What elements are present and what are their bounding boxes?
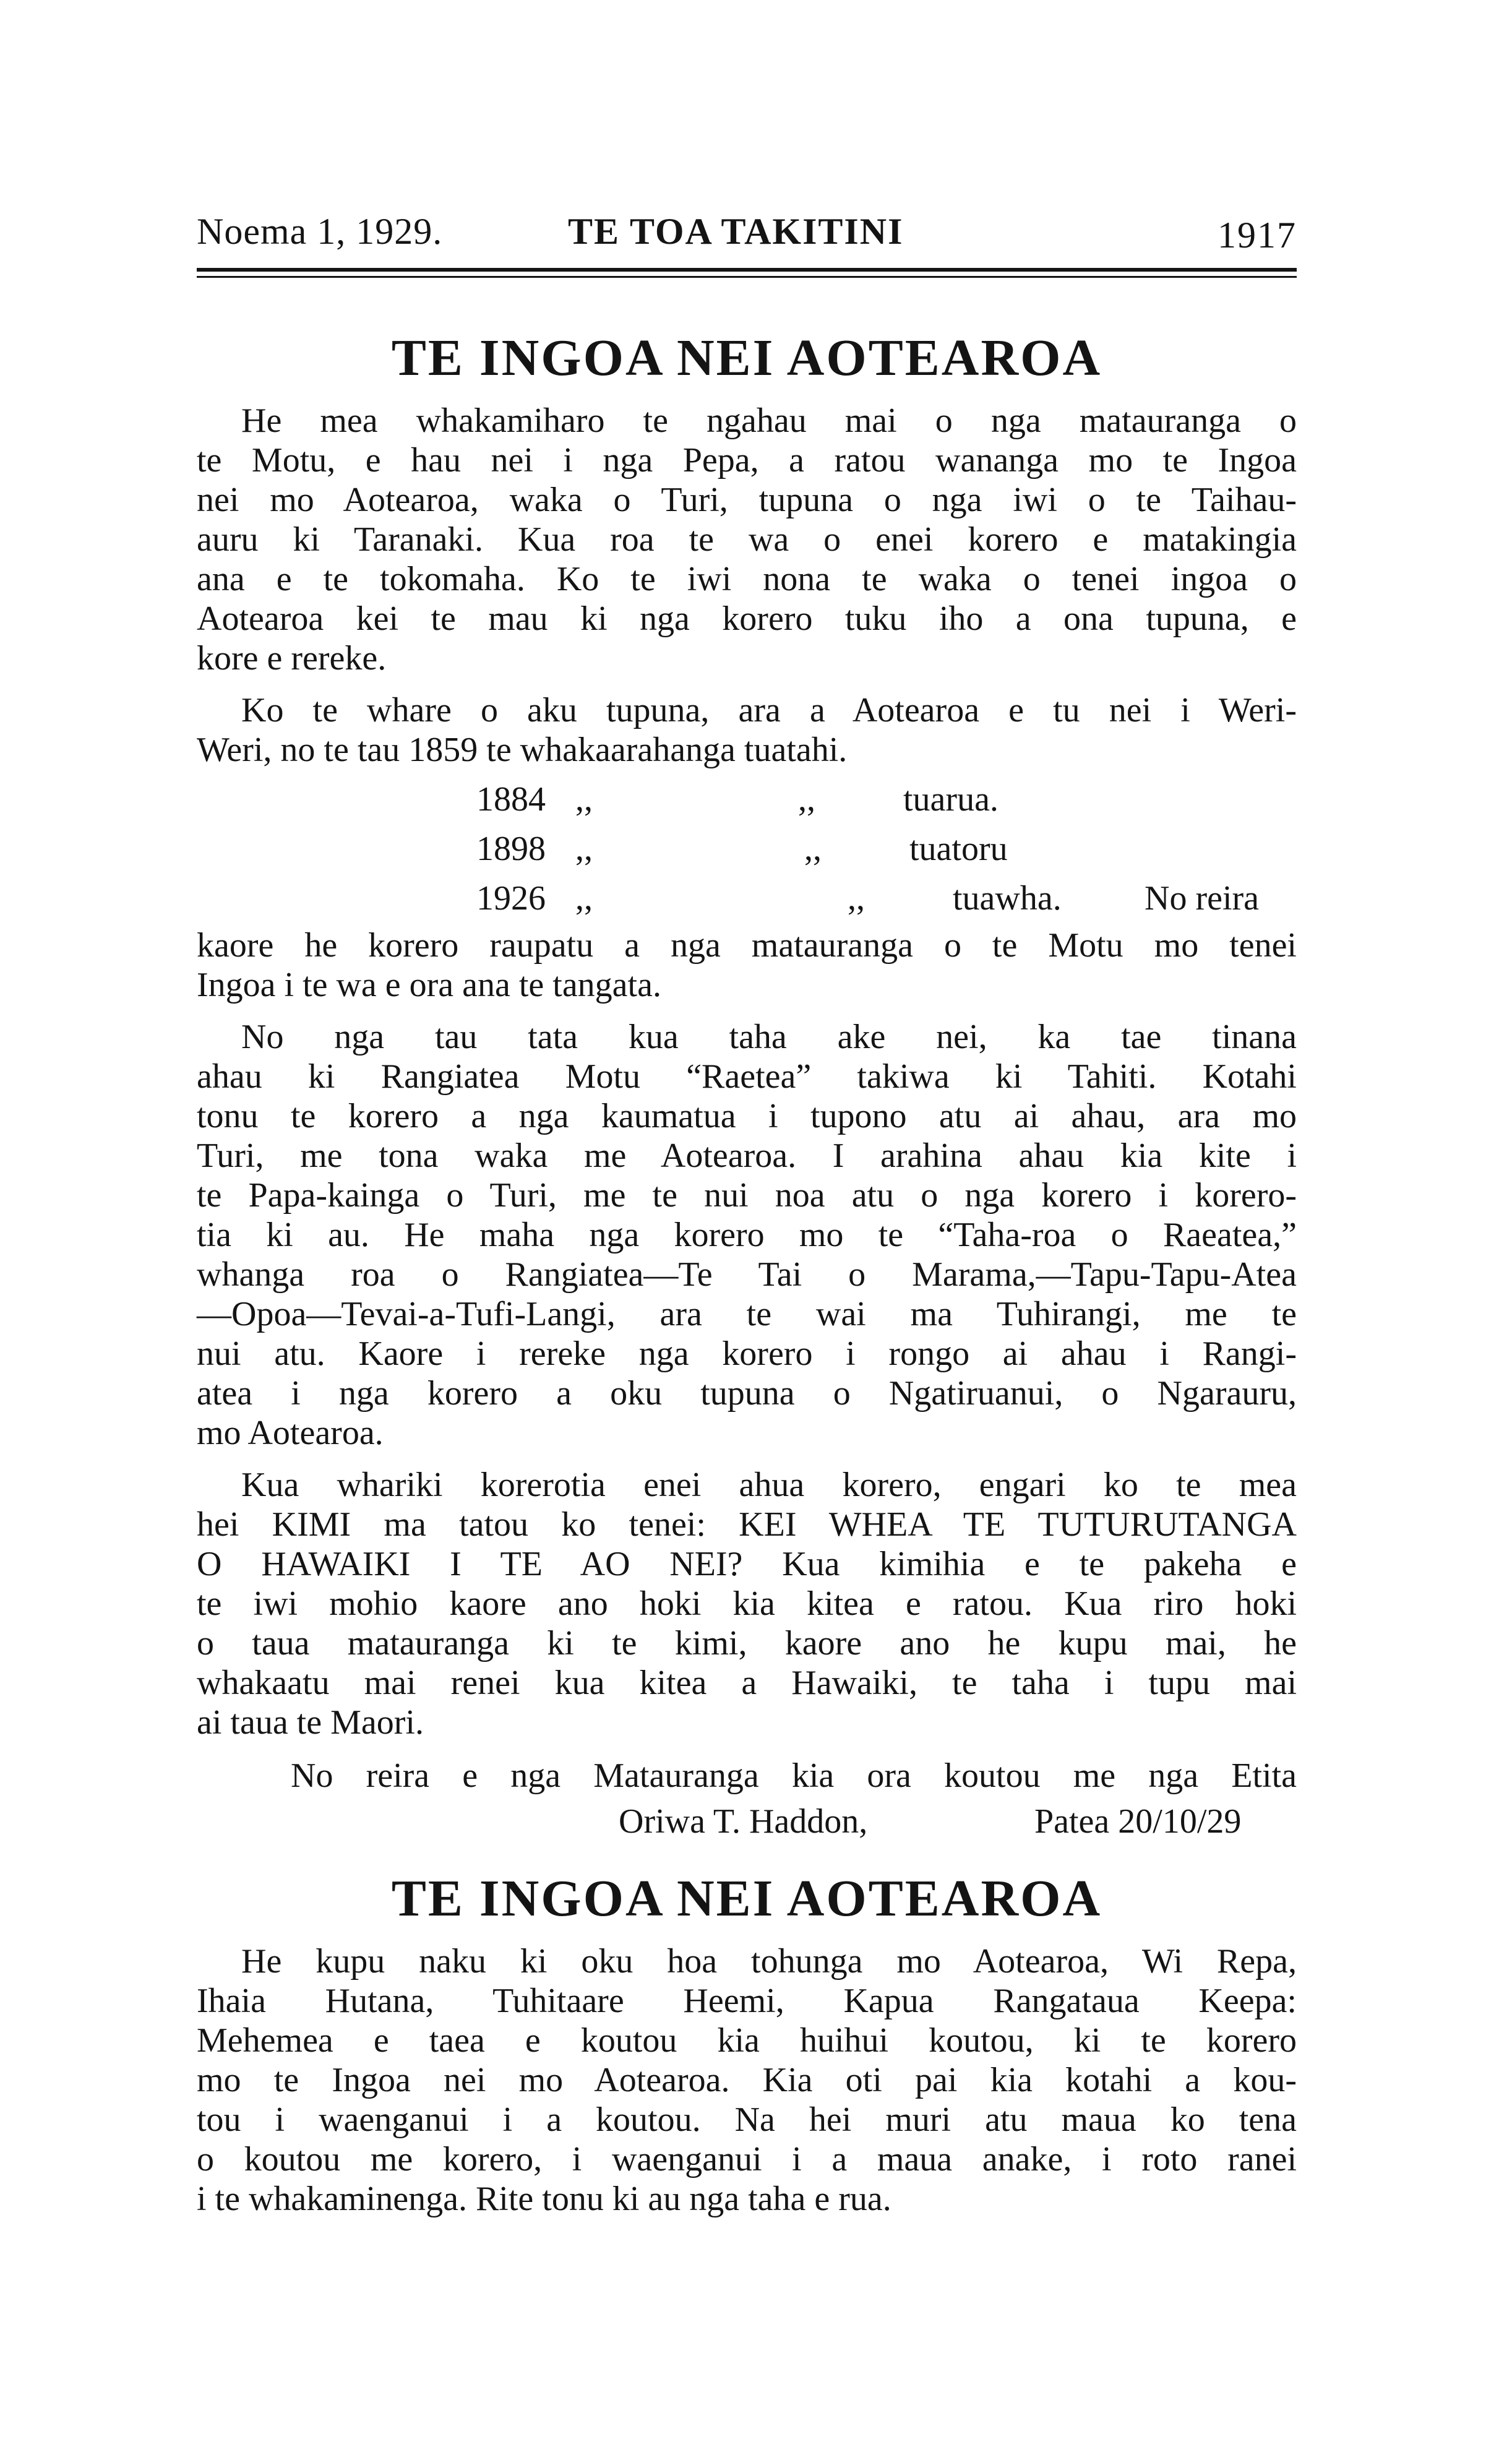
text-line: nei mo Aotearoa, waka o Turi, tupuna o nga iwi o te Taihau- — [197, 481, 1297, 519]
text-line: whakaatu mai renei kua kitea a Hawaiki, te taha i tupu mai — [197, 1664, 1297, 1702]
text-line: i te whakaminenga. Rite tonu ki au nga taha e rua. — [197, 2180, 891, 2218]
text-line: Ko te whare o aku tupuna, ara a Aotearoa e tu nei i Weri- — [241, 691, 1297, 729]
text-line: He kupu naku ki oku hoa tohunga mo Aotearoa, Wi Repa, — [241, 1942, 1297, 1980]
ditto-mark: ,, — [848, 879, 865, 918]
header-rule-thick — [197, 268, 1297, 272]
text-line: auru ki Taranaki. Kua roa te wa o enei korero e matakingia — [197, 520, 1297, 559]
text-line: Aotearoa kei te mau ki nga korero tuku iho a ona tupuna, e — [197, 600, 1297, 638]
text-line: kore e rereke. — [197, 639, 387, 677]
text-line: tia ki au. He maha nga korero mo te “Taha-roa o Raeatea,” — [197, 1216, 1297, 1254]
rebuild-ordinal: tuarua. — [903, 780, 999, 819]
text-line: O HAWAIKI I TE AO NEI? Kua kimihia e te pakeha e — [197, 1545, 1297, 1583]
text-line: nui atu. Kaore i rereke nga korero i rongo ai ahau i Rangi- — [197, 1335, 1297, 1373]
ditto-mark: ,, — [575, 780, 593, 819]
text-line: Mehemea e taea e koutou kia huihui koutou, ki te korero — [197, 2021, 1297, 2060]
text-line: tou i waenganui i a koutou. Na hei muri atu maua ko tena — [197, 2101, 1297, 2139]
ditto-mark: ,, — [804, 830, 822, 868]
text-line: Ihaia Hutana, Tuhitaare Heemi, Kapua Rangataua Keepa: — [197, 1982, 1297, 2020]
text-line: hei KIMI ma tatou ko tenei: KEI WHEA TE TUTURUTANGA — [197, 1505, 1297, 1544]
text-line: whanga roa o Rangiatea—Te Tai o Marama,—Tapu-Tapu-Atea — [197, 1255, 1297, 1294]
rebuild-year: 1884 — [476, 780, 546, 819]
text-line: te Motu, e hau nei i nga Pepa, a ratou wananga mo te Ingoa — [197, 441, 1297, 480]
rebuild-ordinal: tuawha. — [953, 879, 1062, 918]
rebuild-ordinal: tuatoru — [909, 830, 1008, 868]
text-line: te iwi mohio kaore ano hoki kia kitea e ratou. Kua riro hoki — [197, 1585, 1297, 1623]
text-line: kaore he korero raupatu a nga matauranga o te Motu mo tenei — [197, 926, 1297, 965]
text-line: o taua matauranga ki te kimi, kaore ano he kupu mai, he — [197, 1624, 1297, 1662]
signature-name: Oriwa T. Haddon, — [619, 1802, 868, 1841]
text-line: He mea whakamiharo te ngahau mai o nga matauranga o — [241, 402, 1297, 440]
text-line: Kua whariki korerotia enei ahua korero, engari ko te mea — [241, 1466, 1297, 1504]
article-heading: TE INGOA NEI AOTEAROA — [391, 1870, 1102, 1927]
ditto-mark: ,, — [575, 879, 593, 918]
text-line: —Opoa—Tevai-a-Tufi-Langi, ara te wai ma Tuhirangi, me te — [197, 1295, 1297, 1333]
text-line: o koutou me korero, i waenganui i a maua anake, i roto ranei — [197, 2140, 1297, 2178]
closing-line: No reira e nga Matauranga kia ora koutou me nga Etita — [291, 1757, 1297, 1795]
text-line: ana e te tokomaha. Ko te iwi nona te waka o tenei ingoa o — [197, 560, 1297, 598]
rebuild-year: 1926 — [476, 879, 546, 918]
publication-title: TE TOA TAKITINI — [568, 211, 904, 252]
text-line: Ingoa i te wa e ora ana te tangata. — [197, 966, 661, 1004]
text-line: Turi, me tona waka me Aotearoa. I arahina ahau kia kite i — [197, 1137, 1297, 1175]
text-line: No nga tau tata kua taha ake nei, ka tae tinana — [241, 1018, 1297, 1056]
article-heading: TE INGOA NEI AOTEAROA — [391, 329, 1102, 387]
page-number: 1917 — [1218, 215, 1297, 256]
rebuild-year: 1898 — [476, 830, 546, 868]
text-line: te Papa-kainga o Turi, me te nui noa atu o nga korero i korero- — [197, 1176, 1297, 1215]
running-header — [197, 210, 1297, 260]
text-line: tonu te korero a nga kaumatua i tupono atu ai ahau, ara mo — [197, 1097, 1297, 1135]
text-line: mo te Ingoa nei mo Aotearoa. Kia oti pai kia kotahi a kou- — [197, 2061, 1297, 2099]
signature-place-date: Patea 20/10/29 — [1034, 1802, 1242, 1841]
text-fragment: No reira — [1145, 879, 1260, 918]
text-line: ai taua te Maori. — [197, 1703, 424, 1742]
header-rule-thin — [197, 276, 1297, 278]
ditto-mark: ,, — [575, 830, 593, 868]
text-line: mo Aotearoa. — [197, 1414, 384, 1452]
text-line: Weri, no te tau 1859 te whakaarahanga tuatahi. — [197, 731, 848, 769]
text-line: atea i nga korero a oku tupuna o Ngatiruanui, o Ngarauru, — [197, 1374, 1297, 1413]
issue-date: Noema 1, 1929. — [197, 211, 443, 252]
ditto-mark: ,, — [798, 780, 815, 819]
text-line: ahau ki Rangiatea Motu “Raetea” takiwa ki Tahiti. Kotahi — [197, 1057, 1297, 1096]
